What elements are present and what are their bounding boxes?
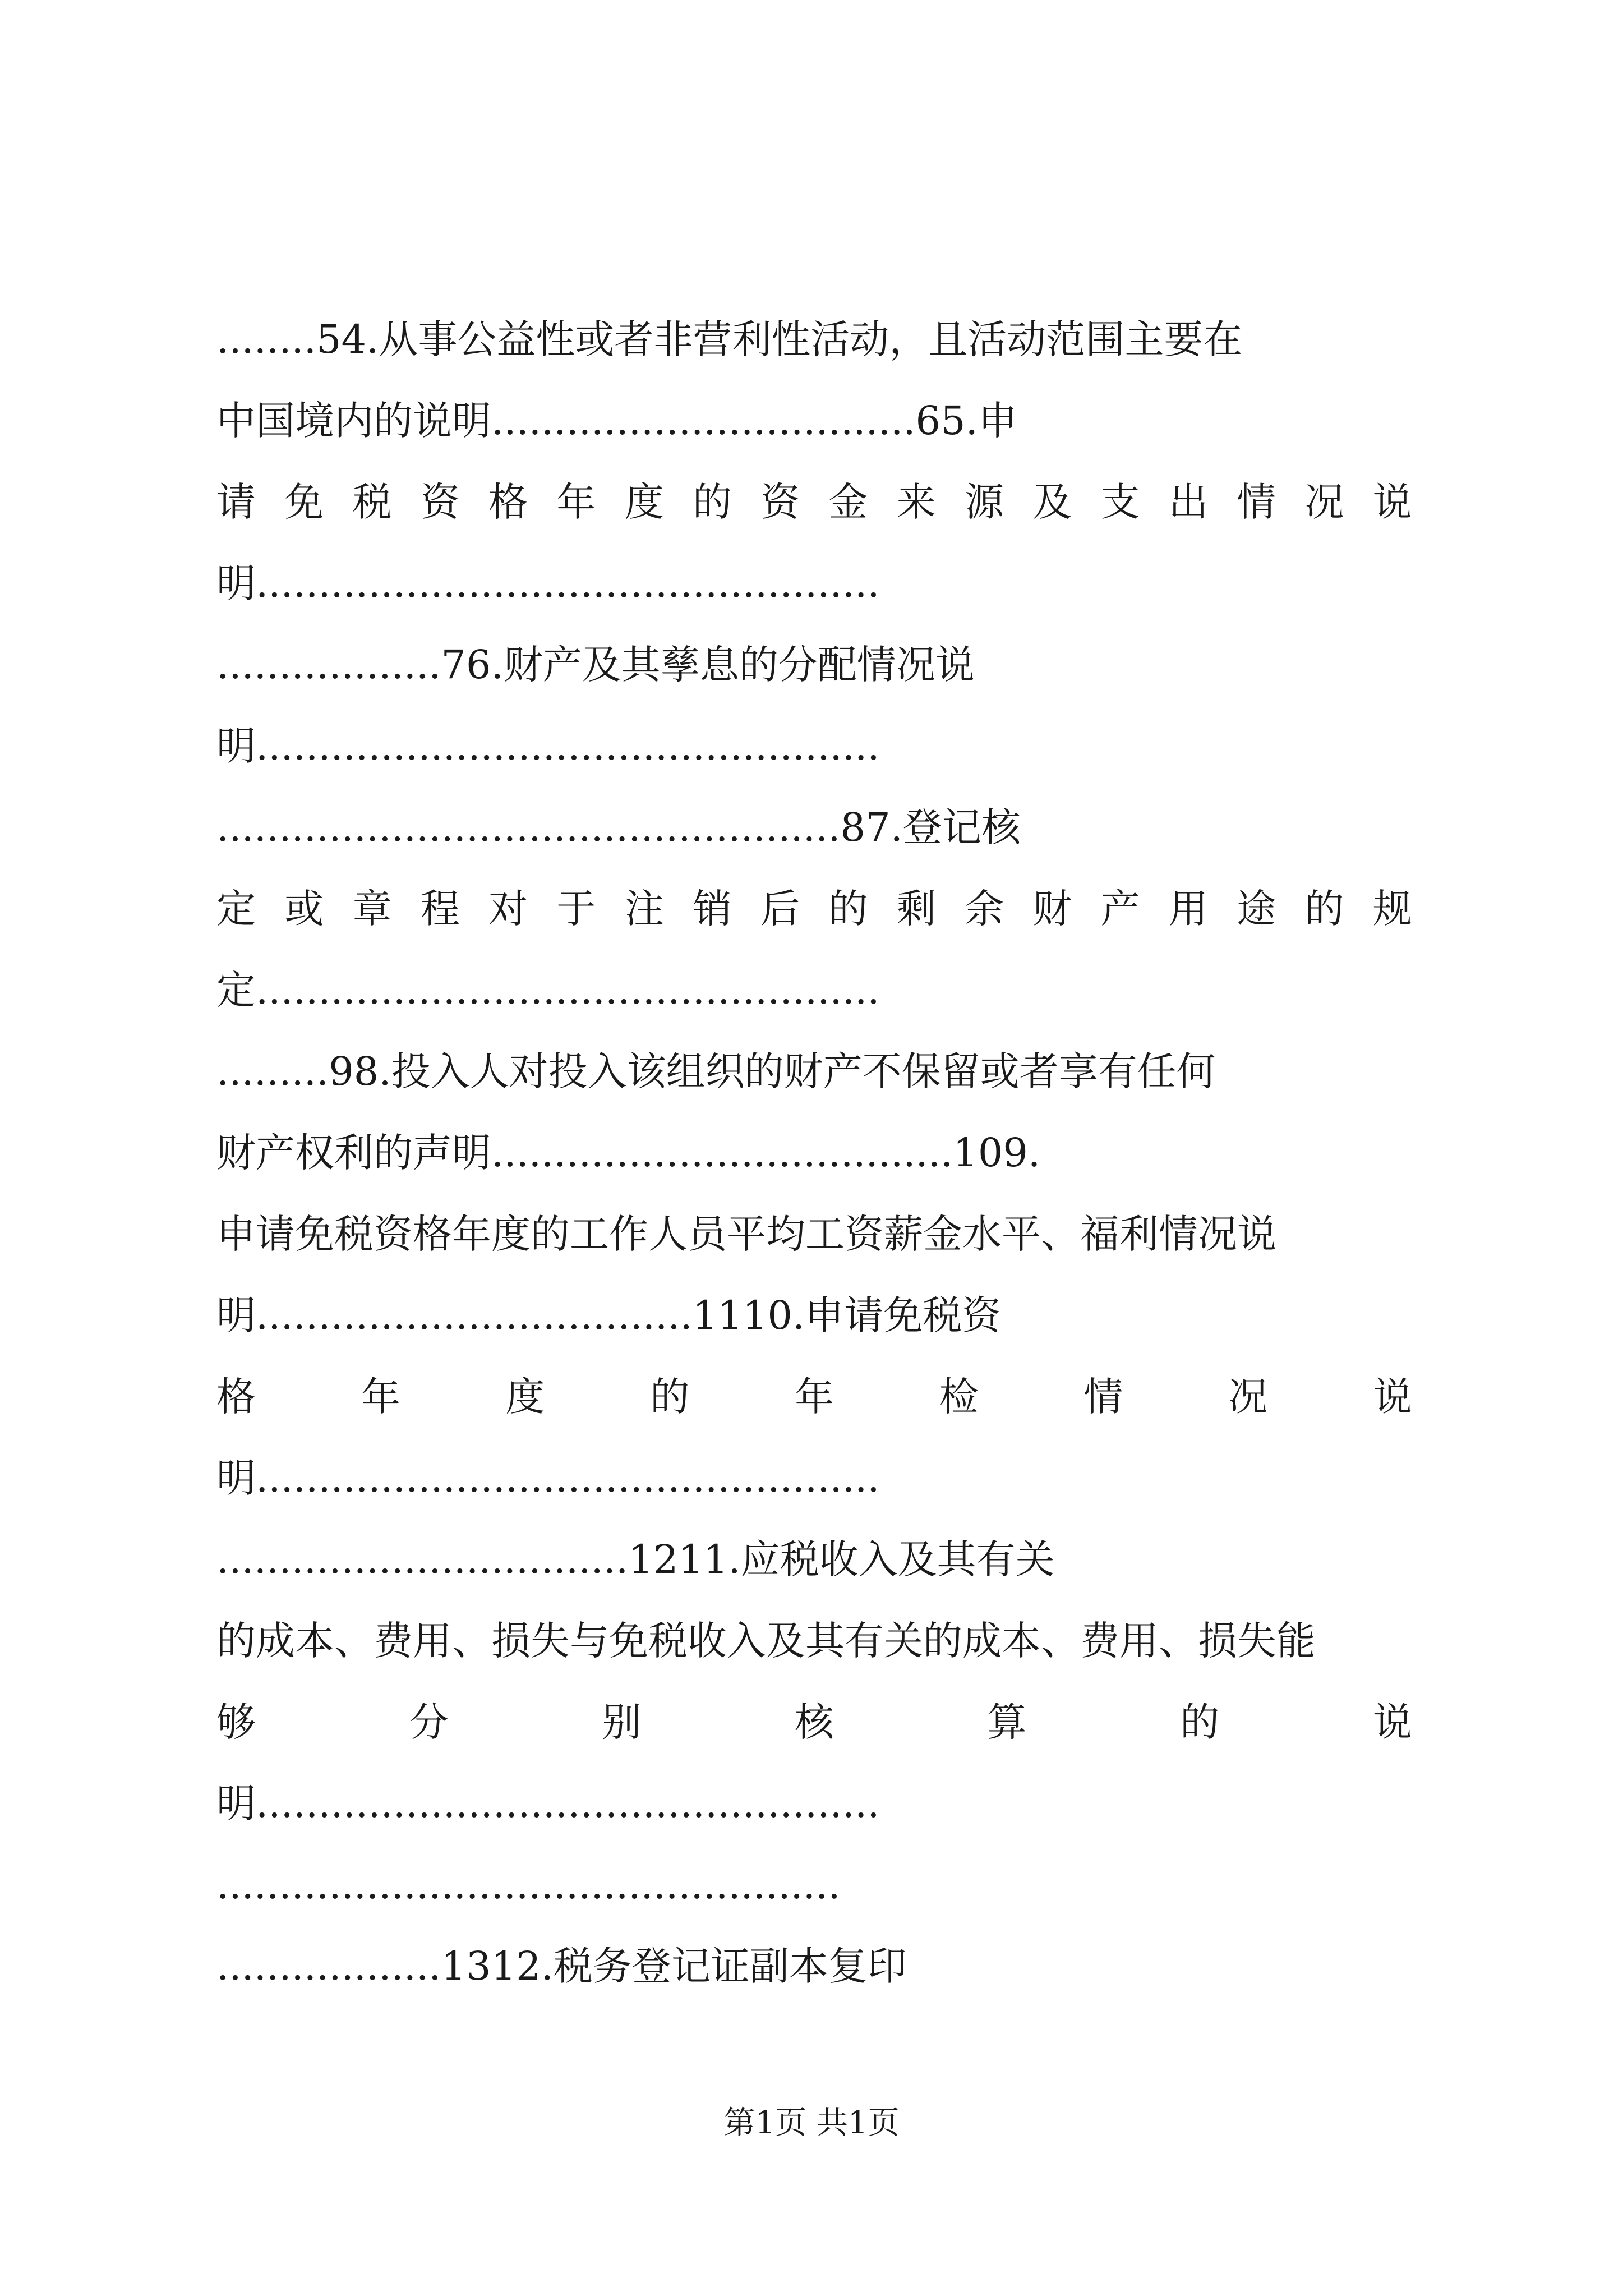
justified-char: 来 bbox=[896, 479, 936, 525]
justified-char: 途 bbox=[1237, 886, 1276, 932]
justified-char: 用 bbox=[1168, 886, 1208, 932]
justified-char: 的 bbox=[828, 886, 868, 932]
justified-char: 免 bbox=[284, 479, 324, 525]
text-line: ..................................................87.登记核 bbox=[216, 804, 1021, 850]
justified-char: 分 bbox=[409, 1699, 449, 1745]
justified-char: 资 bbox=[760, 479, 800, 525]
justified-char: 注 bbox=[624, 886, 664, 932]
justified-char: 对 bbox=[488, 886, 528, 932]
justified-char: 的 bbox=[650, 1374, 690, 1420]
justified-char: 于 bbox=[556, 886, 596, 932]
justified-char: 出 bbox=[1168, 479, 1208, 525]
justified-char: 情 bbox=[1237, 479, 1276, 525]
text-line: 明.................................................. bbox=[216, 1780, 880, 1826]
justified-char: 资 bbox=[420, 479, 460, 525]
justified-char: 产 bbox=[1100, 886, 1140, 932]
justified-char: 年 bbox=[795, 1374, 834, 1420]
justified-char: 别 bbox=[602, 1699, 642, 1745]
text-line: .................................1211.应税收入及其有关 bbox=[216, 1536, 1055, 1582]
justified-char: 够 bbox=[216, 1699, 256, 1745]
text-line: 明.................................................. bbox=[216, 1455, 880, 1501]
justified-char: 说 bbox=[1373, 1374, 1412, 1420]
text-line: ........54.从事公益性或者非营利性活动，且活动范围主要在 bbox=[216, 316, 1243, 362]
justified-char: 请 bbox=[216, 479, 256, 525]
justified-char: 度 bbox=[624, 479, 664, 525]
justified-char: 程 bbox=[420, 886, 460, 932]
justified-char: 及 bbox=[1032, 479, 1072, 525]
text-line: 明.................................................. bbox=[216, 560, 880, 606]
justified-char: 核 bbox=[794, 1699, 834, 1745]
justified-char: 或 bbox=[284, 886, 324, 932]
text-line-justified bbox=[216, 875, 1412, 942]
justified-char: 财 bbox=[1032, 886, 1072, 932]
text-line-justified bbox=[216, 1363, 1412, 1430]
text-line-justified bbox=[216, 468, 1412, 536]
justified-char: 说 bbox=[1372, 1699, 1412, 1745]
justified-char: 规 bbox=[1372, 886, 1412, 932]
justified-char: 度 bbox=[505, 1374, 545, 1420]
justified-char: 的 bbox=[1304, 886, 1344, 932]
text-line: 申请免税资格年度的工作人员平均工资薪金水平、福利情况说 bbox=[216, 1211, 1276, 1257]
text-line: 定.................................................. bbox=[216, 967, 880, 1013]
justified-char: 税 bbox=[352, 479, 392, 525]
text-line: ..................76.财产及其孳息的分配情况说 bbox=[216, 642, 975, 688]
justified-char: 余 bbox=[965, 886, 1004, 932]
justified-char: 销 bbox=[692, 886, 732, 932]
text-line: .................................................. bbox=[216, 1862, 841, 1908]
justified-char: 况 bbox=[1304, 479, 1344, 525]
justified-char: 年 bbox=[361, 1374, 400, 1420]
text-line: 明...................................1110.申请免税资 bbox=[216, 1292, 1002, 1338]
text-line: 财产权利的声明.....................................109. bbox=[216, 1130, 1041, 1176]
justified-char: 况 bbox=[1228, 1374, 1268, 1420]
justified-char: 的 bbox=[1180, 1699, 1220, 1745]
justified-char: 支 bbox=[1100, 479, 1140, 525]
justified-char: 源 bbox=[965, 479, 1004, 525]
justified-char: 定 bbox=[216, 886, 256, 932]
justified-char: 金 bbox=[828, 479, 868, 525]
justified-char: 说 bbox=[1372, 479, 1412, 525]
text-line: 明.................................................. bbox=[216, 723, 880, 769]
text-line: 的成本、费用、损失与免税收入及其有关的成本、费用、损失能 bbox=[216, 1618, 1316, 1664]
justified-char: 格 bbox=[216, 1374, 256, 1420]
text-line: ..................1312.税务登记证副本复印 bbox=[216, 1943, 907, 1989]
text-line: 中国境内的说明..................................65.申 bbox=[216, 398, 1017, 444]
justified-char: 算 bbox=[987, 1699, 1027, 1745]
justified-char: 剩 bbox=[896, 886, 936, 932]
text-line: .........98.投入人对投入该组织的财产不保留或者享有任何 bbox=[216, 1048, 1216, 1094]
text-line-justified bbox=[216, 1688, 1412, 1756]
justified-char: 章 bbox=[352, 886, 392, 932]
justified-char: 情 bbox=[1083, 1374, 1123, 1420]
page-footer: 第1页 共1页 bbox=[723, 2105, 900, 2141]
justified-char: 检 bbox=[939, 1374, 979, 1420]
justified-char: 格 bbox=[488, 479, 528, 525]
justified-char: 年 bbox=[556, 479, 596, 525]
justified-char: 的 bbox=[692, 479, 732, 525]
justified-char: 后 bbox=[760, 886, 800, 932]
